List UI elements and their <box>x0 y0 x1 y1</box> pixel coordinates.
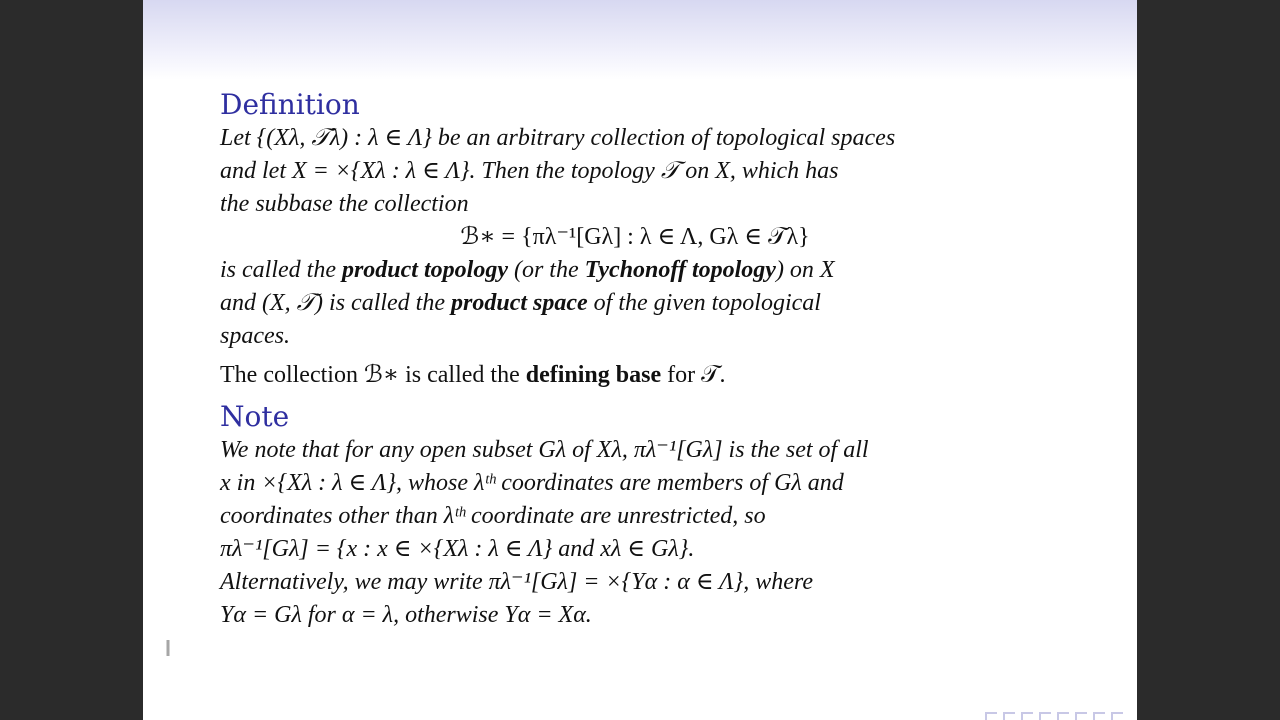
nav-section-icon[interactable] <box>1039 712 1051 720</box>
subbase-formula: ℬ∗ = {πλ⁻¹[Gλ] : λ ∈ Λ, Gλ ∈ 𝒯λ} <box>460 224 810 250</box>
definition-title: Definition <box>220 88 360 121</box>
definition-line-5: is called the product topology (or the Tychonoff topology) on X <box>220 257 835 283</box>
definition-line-1: Let {(Xλ, 𝒯λ) : λ ∈ Λ} be an arbitrary collection of topological spaces <box>220 125 896 151</box>
text-cursor-icon <box>167 640 169 656</box>
note-line-2: x in ×{Xλ : λ ∈ Λ}, whose λᵗʰ coordinates are members of Gλ and <box>220 470 844 496</box>
nav-search-icon[interactable] <box>1111 712 1123 720</box>
nav-prev-icon[interactable] <box>1003 712 1015 720</box>
definition-line-7: spaces. <box>220 323 290 349</box>
slide-content <box>220 88 1080 632</box>
term-product-topology: product topology <box>341 257 508 283</box>
term-product-space: product space <box>451 290 588 316</box>
definition-line-3: the subbase the collection <box>220 191 469 217</box>
beamer-navigation[interactable] <box>985 710 1123 720</box>
term-tychonoff-topology: Tychonoff topology <box>584 257 776 283</box>
note-line-6: Yα = Gλ for α = λ, otherwise Yα = Xα. <box>220 602 592 628</box>
definition-body <box>220 122 1080 353</box>
nav-first-icon[interactable] <box>985 712 997 720</box>
defining-base-sentence: The collection ℬ∗ is called the defining base for 𝒯. <box>220 362 726 388</box>
note-body <box>220 434 1080 632</box>
note-line-5: Alternatively, we may write πλ⁻¹[Gλ] = ×{Yα : α ∈ Λ}, where <box>220 569 814 595</box>
note-line-3: coordinates other than λᵗʰ coordinate are unrestricted, so <box>220 503 766 529</box>
note-line-1: We note that for any open subset Gλ of Xλ, πλ⁻¹[Gλ] is the set of all <box>220 437 869 463</box>
note-title: Note <box>220 400 290 433</box>
nav-subsection-icon[interactable] <box>1057 712 1069 720</box>
slide-header-band <box>143 0 1137 80</box>
note-line-4: πλ⁻¹[Gλ] = {x : x ∈ ×{Xλ : λ ∈ Λ} and xλ ∈ Gλ}. <box>220 536 695 562</box>
nav-frame-icon[interactable] <box>1021 712 1033 720</box>
definition-line-2: and let X = ×{Xλ : λ ∈ Λ}. Then the topology 𝒯 on X, which has <box>220 158 839 184</box>
nav-next-icon[interactable] <box>1075 712 1087 720</box>
definition-line-6: and (X, 𝒯) is called the product space of the given topological <box>220 290 821 316</box>
term-defining-base: defining base <box>525 362 662 388</box>
nav-last-icon[interactable] <box>1093 712 1105 720</box>
slide <box>143 0 1137 720</box>
